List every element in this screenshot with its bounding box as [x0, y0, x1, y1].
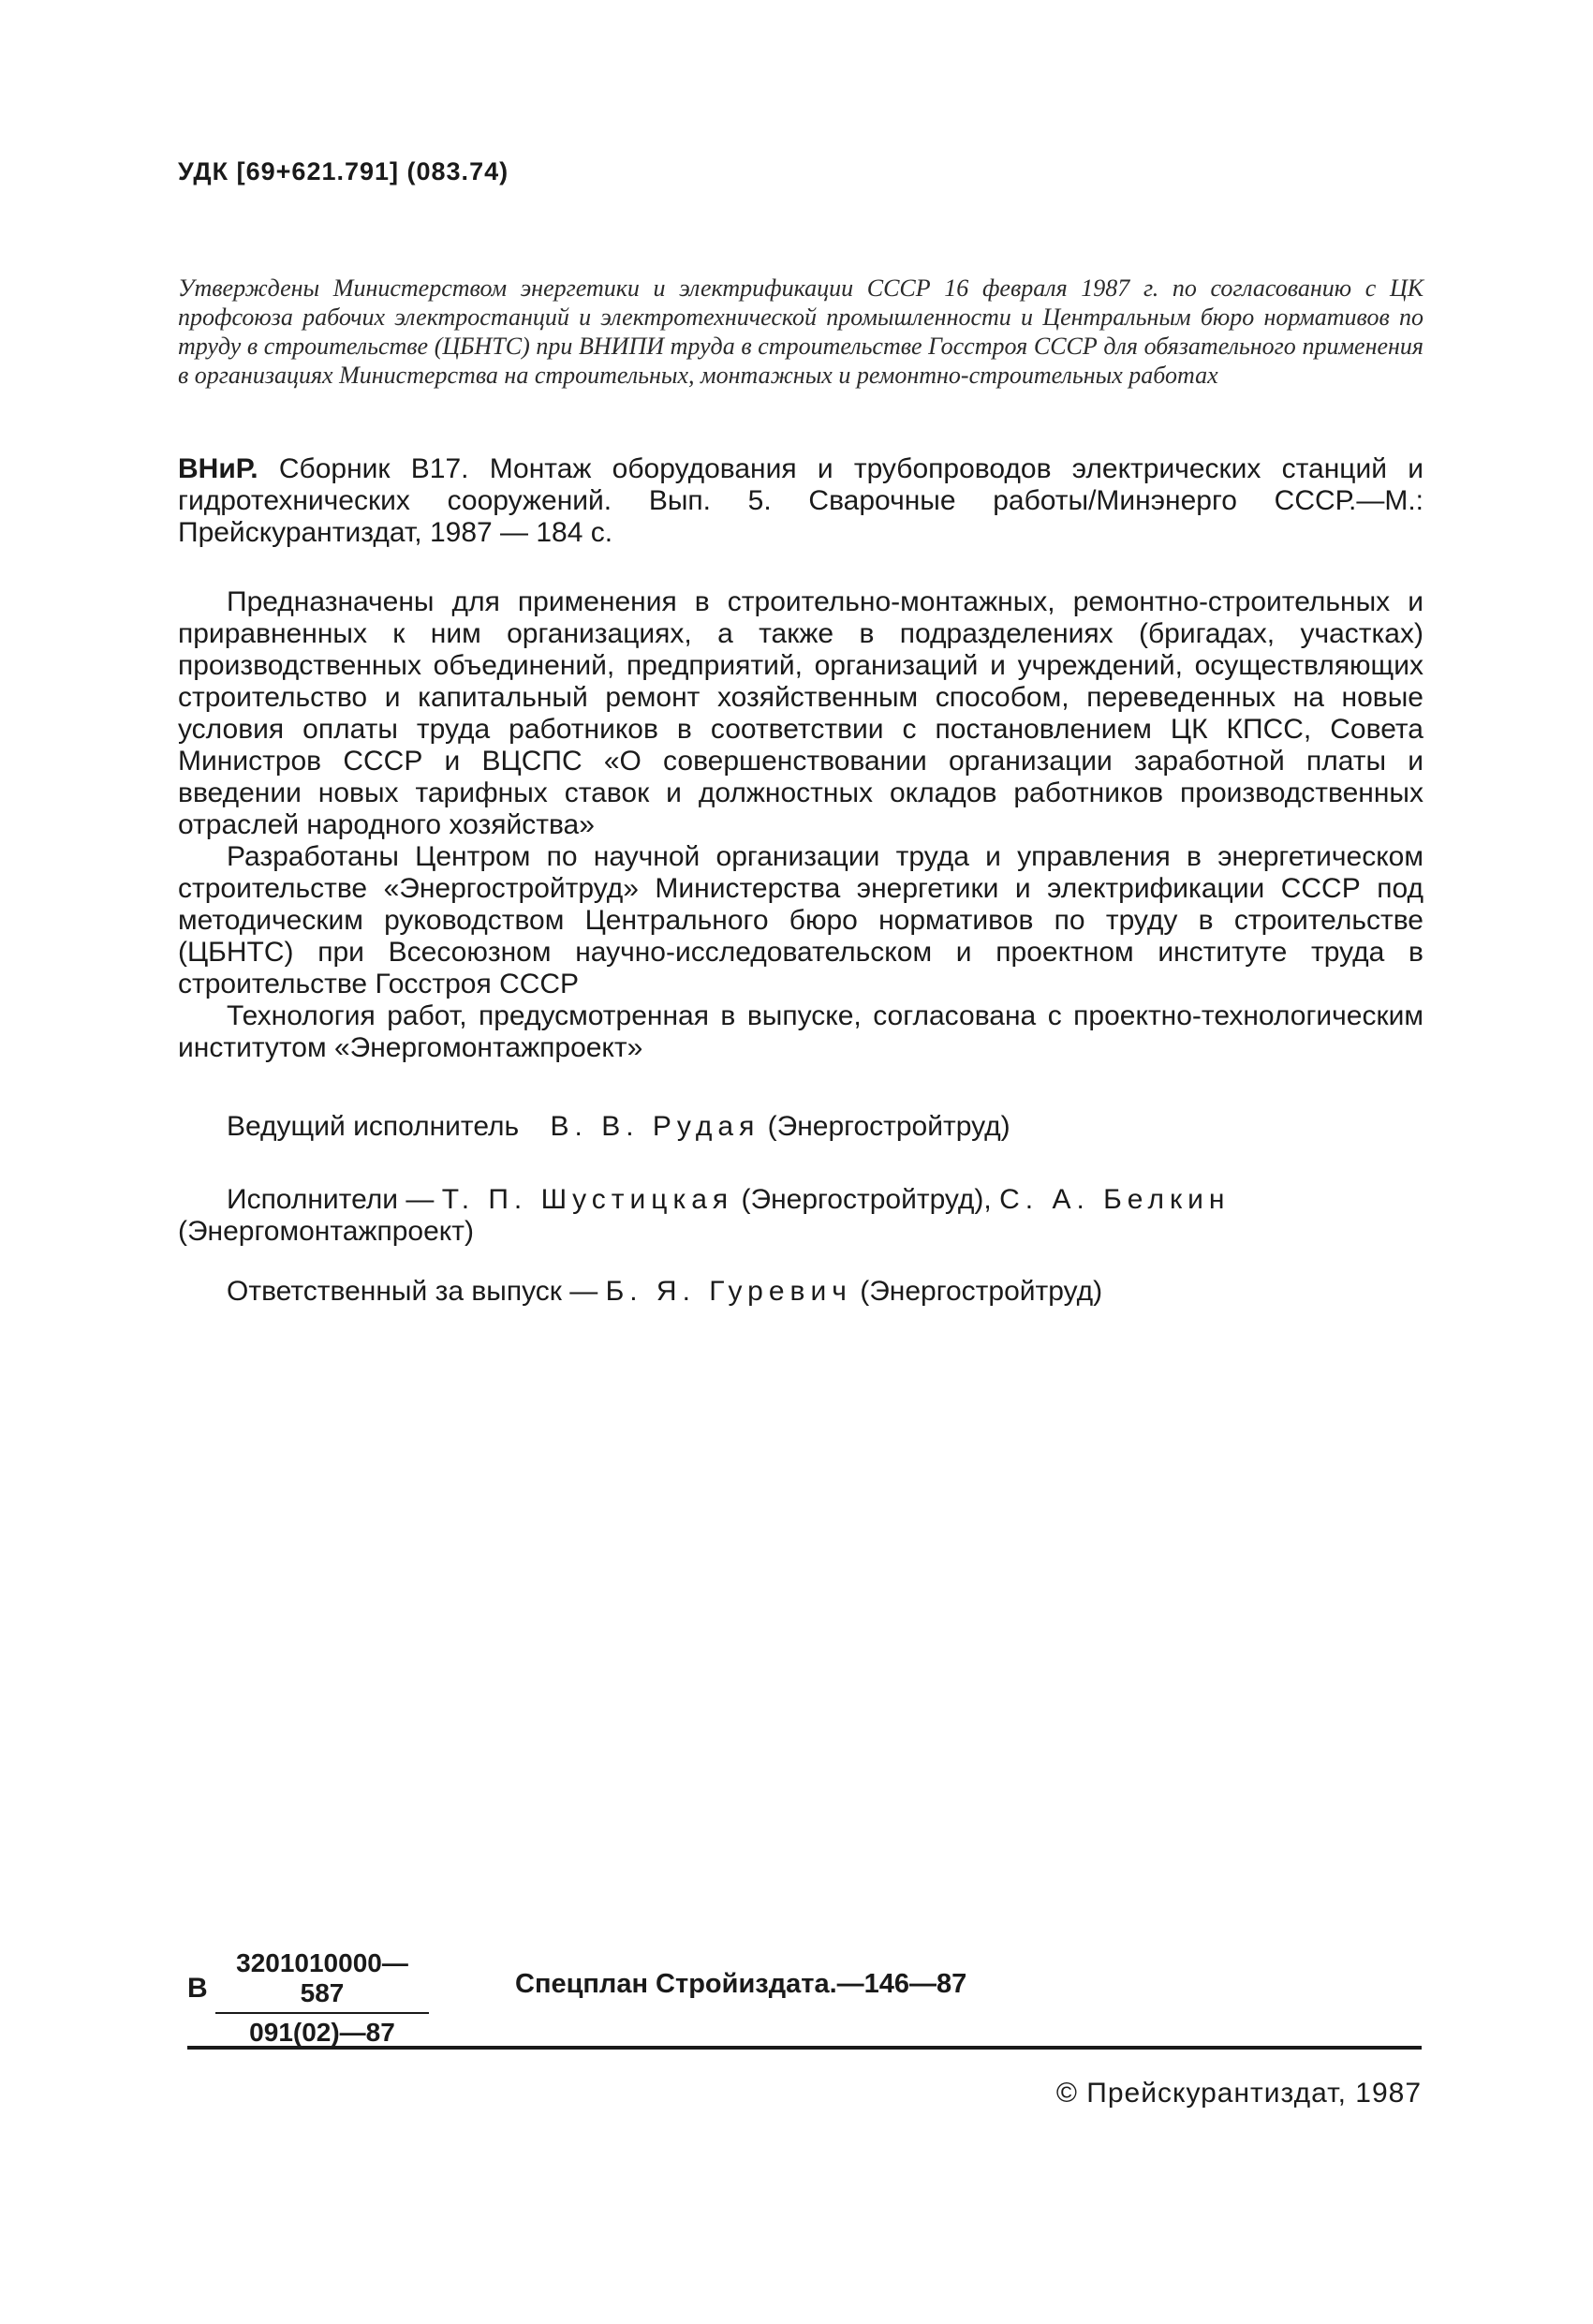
- lead-executor-name: В. В. Рудая: [550, 1111, 760, 1142]
- developer-paragraph: Разработаны Центром по научной организации труда и управления в энергетическом строительстве «Энергостройтруд» Министерства энергетики и электрификации СССР под методическим руководством Центрального бюро нормативов по труду в строительстве (ЦБНТС) при Всесоюзном научно-исследовательском и проектном институте труда в строительстве Госстроя СССР: [178, 841, 1423, 999]
- responsible-label: Ответственный за выпуск —: [227, 1276, 598, 1307]
- responsible-org: (Энергостройтруд): [860, 1276, 1103, 1307]
- responsible-name: Б. Я. Гуревич: [605, 1276, 852, 1307]
- udk-code: УДК [69+621.791] (083.74): [178, 157, 509, 185]
- imprint-fraction: [215, 1948, 429, 2048]
- executor-name-1: Т. П. Шустицкая: [441, 1184, 734, 1215]
- executor-org-2: (Энергомонтажпроект): [178, 1216, 474, 1247]
- annotation-block: [178, 586, 1423, 1064]
- executors-label: Исполнители: [227, 1184, 399, 1215]
- imprint-letter: В: [187, 1973, 208, 2004]
- vnir-text: Сборник В17. Монтаж оборудования и трубопроводов электрических станций и гидротехнических сооружений. Вып. 5. Сварочные работы/Минэнерго СССР.—М.: Прейскурантиздат, 1987 — 184 с.: [178, 453, 1423, 548]
- imprint-numerator: 3201010000—587: [215, 1948, 429, 2014]
- imprint-denominator: 091(02)—87: [249, 2018, 395, 2047]
- vnir-lead: ВНиР.: [178, 453, 258, 484]
- approval-note: Утверждены Министерством энергетики и электрификации СССР 16 февраля 1987 г. по согласованию с ЦК профсоюза рабочих электростанций и электротехнической промышленности и Центральным бюро нормативов по труду в строительстве (ЦБНТС) при ВНИПИ труда в строительстве Госстроя СССР для обязательного применения в организациях Министерства на строительных, монтажных и ремонтно-строительных работах: [178, 274, 1423, 389]
- responsible-line: [178, 1276, 1472, 1308]
- lead-executor-label: Ведущий исполнитель: [227, 1111, 520, 1142]
- technology-paragraph: Технология работ, предусмотренная в выпуске, согласована с проектно-технологическим институтом «Энергомонтажпроект»: [178, 1000, 1423, 1063]
- horizontal-rule: [187, 2046, 1422, 2050]
- executors-line: Исполнители — Т. П. Шустицкая (Энергостройтруд), С. А. Белкин (Энергомонтажпроект): [178, 1184, 1231, 1247]
- lead-executor-line: [178, 1111, 1472, 1143]
- copyright-notice: © Прейскурантиздат, 1987: [1055, 2078, 1422, 2109]
- imprint-publisher: Спецплан Стройиздата.—146—87: [515, 1969, 967, 1999]
- purpose-paragraph: Предназначены для применения в строительно-монтажных, ремонтно-строительных и приравненных к ним организациях, а также в подразделениях (бригадах, участках) производственных объединений, предприятий, организаций и учреждений, осуществляющих строительство и капитальный ремонт хозяйственным способом, переведенных на новые условия оплаты труда работников в соответствии с постановлением ЦК КПСС, Совета Министров СССР и ВЦСПС «О совершенствовании организации заработной платы и введении новых тарифных ставок и должностных окладов работников производственных отраслей народного хозяйства»: [178, 586, 1423, 840]
- executor-name-2: С. А. Белкин: [999, 1184, 1231, 1215]
- executor-org-1: (Энергостройтруд),: [741, 1184, 992, 1215]
- bibliographic-description: [178, 453, 1423, 549]
- lead-executor-org: (Энергостройтруд): [767, 1111, 1010, 1142]
